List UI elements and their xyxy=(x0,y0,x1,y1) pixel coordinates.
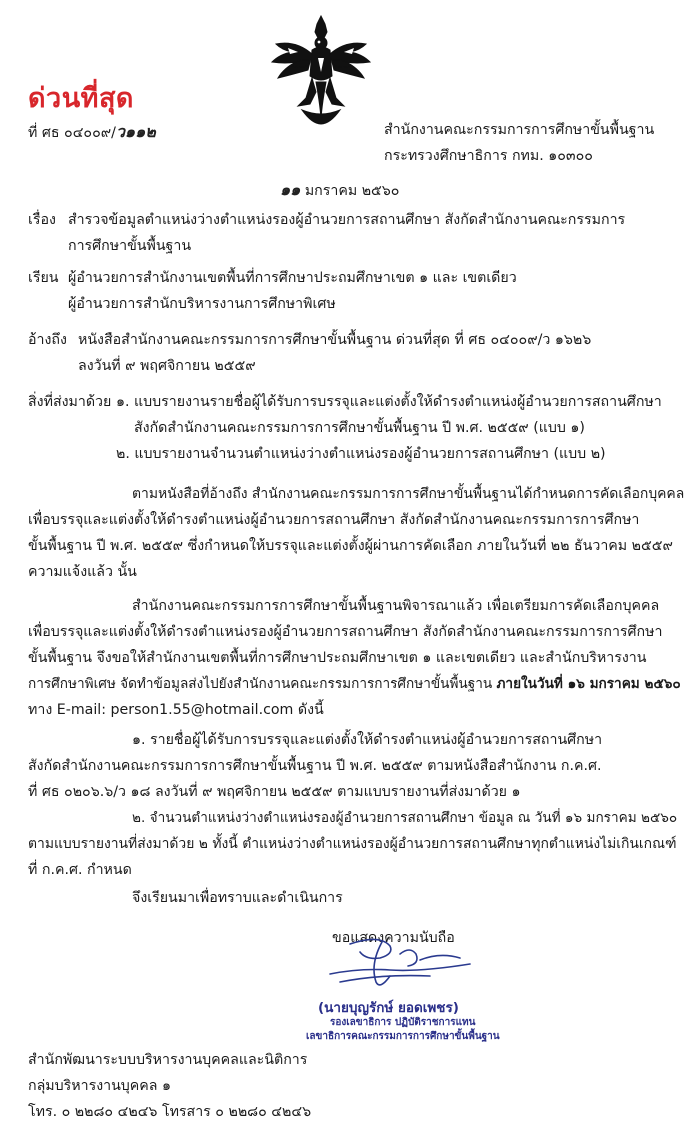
signatory-title-line-2: เลขาธิการคณะกรรมการการศึกษาขั้นพื้นฐาน xyxy=(306,1031,500,1042)
paragraph-1-line-1: ตามหนังสือที่อ้างถึง สำนักงานคณะกรรมการการศึกษาขั้นพื้นฐานได้กำหนดการคัดเลือกบุคคล xyxy=(132,486,685,502)
footer-group: กลุ่มบริหารงานบุคคล ๑ xyxy=(28,1078,171,1094)
handwritten-signature-icon xyxy=(320,924,480,996)
paragraph-1-line-2: เพื่อบรรจุและแต่งตั้งให้ดำรงตำแหน่งผู้อำนวยการสถานศึกษา สังกัดสำนักงานคณะกรรมการการศึกษา xyxy=(28,512,640,528)
paragraph-3-line-2: สังกัดสำนักงานคณะกรรมการการศึกษาขั้นพื้นฐาน ปี พ.ศ. ๒๕๕๙ ตามหนังสือสำนักงาน ก.ค.ศ. xyxy=(28,758,602,774)
paragraph-2-line-4: การศึกษาพิเศษ จัดทำข้อมูลส่งไปยังสำนักงานคณะกรรมการการศึกษาขั้นพื้นฐาน ภายในวันที่ ๑๖ มกราคม ๒๕๖๐ xyxy=(28,676,681,692)
recipient-label: เรียน xyxy=(28,270,59,286)
garuda-emblem-icon xyxy=(268,14,374,126)
document-reference-number: ที่ ศธ ๐๔๐๐๙/ว๑๑๒ xyxy=(28,122,156,141)
footer-phone: โทร. ๐ ๒๒๘๐ ๔๒๔๖ โทรสาร ๐ ๒๒๘๐ ๔๒๔๖ xyxy=(28,1104,312,1120)
paragraph-3-line-3: ที่ ศธ ๐๒๐๖.๖/ว ๑๘ ลงวันที่ ๙ พฤศจิกายน ๒๕๕๙ ตามแบบรายงานที่ส่งมาด้วย ๑ xyxy=(28,784,521,800)
paragraph-4-line-1: ๒. จำนวนตำแหน่งว่างตำแหน่งรองผู้อำนวยการสถานศึกษา ข้อมูล ณ วันที่ ๑๖ มกราคม ๒๕๖๐ xyxy=(132,810,678,826)
footer-department: สำนักพัฒนาระบบบริหารงานบุคคลและนิติการ xyxy=(28,1052,308,1068)
urgency-label: ด่วนที่สุด xyxy=(28,83,134,114)
recipient-line-2: ผู้อำนวยการสำนักบริหารงานการศึกษาพิเศษ xyxy=(68,296,336,312)
subject-line-1: สำรวจข้อมูลตำแหน่งว่างตำแหน่งรองผู้อำนวยการสถานศึกษา สังกัดสำนักงานคณะกรรมการ xyxy=(68,212,626,228)
closing-line: จึงเรียนมาเพื่อทราบและดำเนินการ xyxy=(132,890,343,906)
paragraph-4-line-3: ที่ ก.ค.ศ. กำหนด xyxy=(28,862,132,878)
paragraph-4-line-2: ตามแบบรายงานที่ส่งมาด้วย ๒ ทั้งนี้ ตำแหน่งว่างตำแหน่งรองผู้อำนวยการสถานศึกษาทุกตำแหน่งไม่เกินเกณฑ์ xyxy=(28,836,677,852)
document-date: ๑๑ มกราคม ๒๕๖๐ xyxy=(280,180,400,199)
issuing-office: สำนักงานคณะกรรมการการศึกษาขั้นพื้นฐาน xyxy=(384,122,655,138)
subject-label: เรื่อง xyxy=(28,212,56,228)
paragraph-2-line-5: ทาง E-mail: person1.55@hotmail.com ดังนี้ xyxy=(28,702,324,718)
enclosure-item-1-line-2: สังกัดสำนักงานคณะกรรมการการศึกษาขั้นพื้นฐาน ปี พ.ศ. ๒๕๕๙ (แบบ ๑) xyxy=(134,420,585,436)
deadline-text: ภายในวันที่ ๑๖ มกราคม ๒๕๖๐ xyxy=(496,676,681,692)
recipient-line-1: ผู้อำนวยการสำนักงานเขตพื้นที่การศึกษาประถมศึกษาเขต ๑ และ เขตเดียว xyxy=(68,270,517,286)
handwritten-ref-number: ว๑๑๒ xyxy=(115,122,156,141)
issuing-ministry-address: กระทรวงศึกษาธิการ กทม. ๑๐๓๐๐ xyxy=(384,148,593,164)
enclosure-item-2: ๒. แบบรายงานจำนวนตำแหน่งว่างตำแหน่งรองผู้อำนวยการสถานศึกษา (แบบ ๒) xyxy=(116,446,606,462)
enclosures-label: สิ่งที่ส่งมาด้วย xyxy=(28,394,112,410)
subject-line-2: การศึกษาขั้นพื้นฐาน xyxy=(68,238,192,254)
paragraph-3-line-1: ๑. รายชื่อผู้ได้รับการบรรจุและแต่งตั้งให้ดำรงตำแหน่งผู้อำนวยการสถานศึกษา xyxy=(132,732,603,748)
enclosure-item-1-line-1: ๑. แบบรายงานรายชื่อผู้ได้รับการบรรจุและแต่งตั้งให้ดำรงตำแหน่งผู้อำนวยการสถานศึกษา xyxy=(116,394,662,410)
paragraph-1-line-3: ขั้นพื้นฐาน ปี พ.ศ. ๒๕๕๙ ซึ่งกำหนดให้บรรจุและแต่งตั้งผู้ผ่านการคัดเลือก ภายในวันที่ ๒๒ ธันวาคม ๒๕๕๙ xyxy=(28,538,673,554)
signatory-name: (นายบุญรักษ์ ยอดเพชร) xyxy=(318,1000,459,1016)
handwritten-date-day: ๑๑ xyxy=(280,180,301,199)
regards-line: ขอแสดงความนับถือ xyxy=(332,930,455,946)
paragraph-2-line-3: ขั้นพื้นฐาน จึงขอให้สำนักงานเขตพื้นที่การศึกษาประถมศึกษาเขต ๑ และเขตเดียว และสำนักบริหารงาน xyxy=(28,650,647,666)
paragraph-2-line-2: เพื่อบรรจุและแต่งตั้งให้ดำรงตำแหน่งรองผู้อำนวยการสถานศึกษา สังกัดสำนักงานคณะกรรมการการศึกษา xyxy=(28,624,663,640)
paragraph-2-line-1: สำนักงานคณะกรรมการการศึกษาขั้นพื้นฐานพิจารณาแล้ว เพื่อเตรียมการคัดเลือกบุคคล xyxy=(132,598,660,614)
paragraph-1-line-4: ความแจ้งแล้ว นั้น xyxy=(28,564,137,580)
reference-line-2: ลงวันที่ ๙ พฤศจิกายน ๒๕๕๙ xyxy=(78,358,256,374)
reference-line-1: หนังสือสำนักงานคณะกรรมการการศึกษาขั้นพื้นฐาน ด่วนที่สุด ที่ ศธ ๐๔๐๐๙/ว ๑๖๒๖ xyxy=(78,332,592,348)
reference-label: อ้างถึง xyxy=(28,332,67,348)
signatory-title-line-1: รองเลขาธิการ ปฏิบัติราชการแทน xyxy=(330,1017,476,1028)
